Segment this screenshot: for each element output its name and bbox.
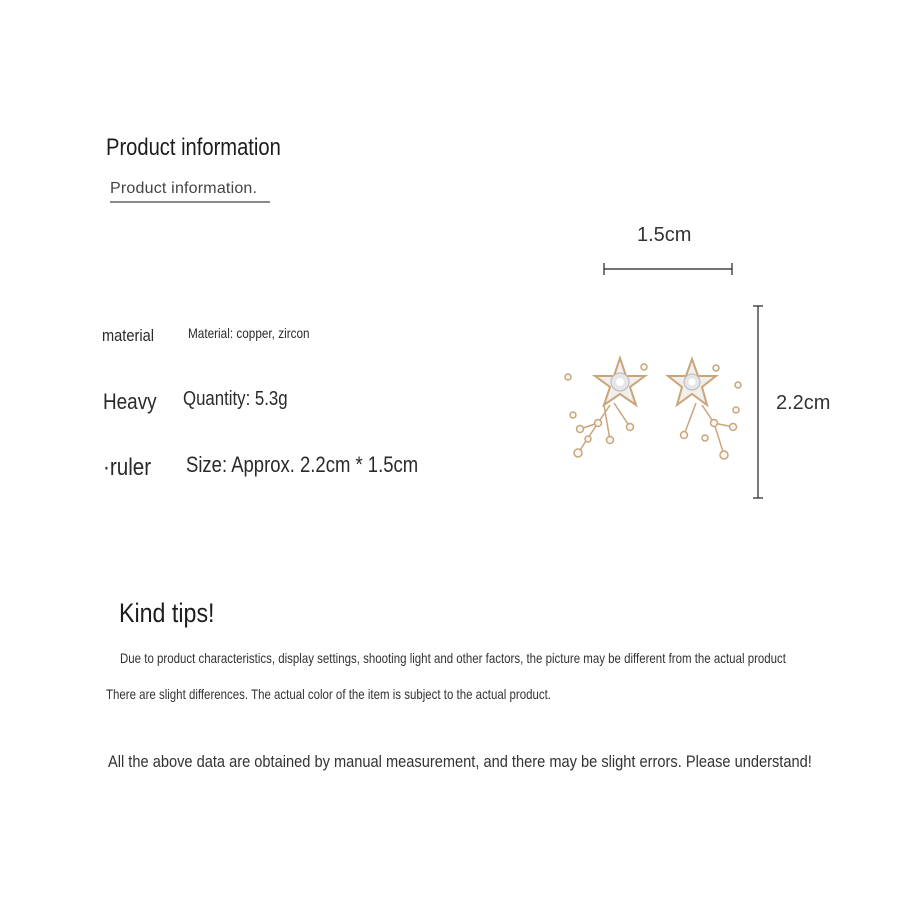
tips-line-3: All the above data are obtained by manual measurement, and there may be slight errors. Please understand!	[108, 752, 812, 771]
weight-label: Heavy	[103, 389, 157, 414]
size-value: Size: Approx. 2.2cm * 1.5cm	[186, 452, 419, 477]
subtitle-underline	[110, 201, 270, 203]
width-ruler	[604, 263, 732, 275]
material-value: Material: copper, zircon	[188, 325, 310, 341]
weight-value: Quantity: 5.3g	[183, 388, 288, 410]
tips-line-1: Due to product characteristics, display settings, shooting light and other factors, the picture may be different from the actual product	[120, 650, 786, 666]
material-label: material	[102, 326, 155, 345]
size-label: ·ruler	[103, 454, 152, 481]
right-star-earring-image	[668, 359, 741, 459]
height-dimension-label: 2.2cm	[776, 392, 831, 414]
tips-line-2: There are slight differences. The actual color of the item is subject to the actual product.	[106, 686, 551, 702]
width-dimension-label: 1.5cm	[637, 224, 692, 246]
section-subtitle: Product information.	[110, 180, 258, 197]
left-star-earring-image	[565, 358, 647, 457]
section-title: Product information	[106, 134, 281, 161]
product-dimension-diagram	[540, 255, 780, 515]
tips-title: Kind tips!	[119, 598, 215, 628]
height-ruler	[753, 306, 763, 498]
